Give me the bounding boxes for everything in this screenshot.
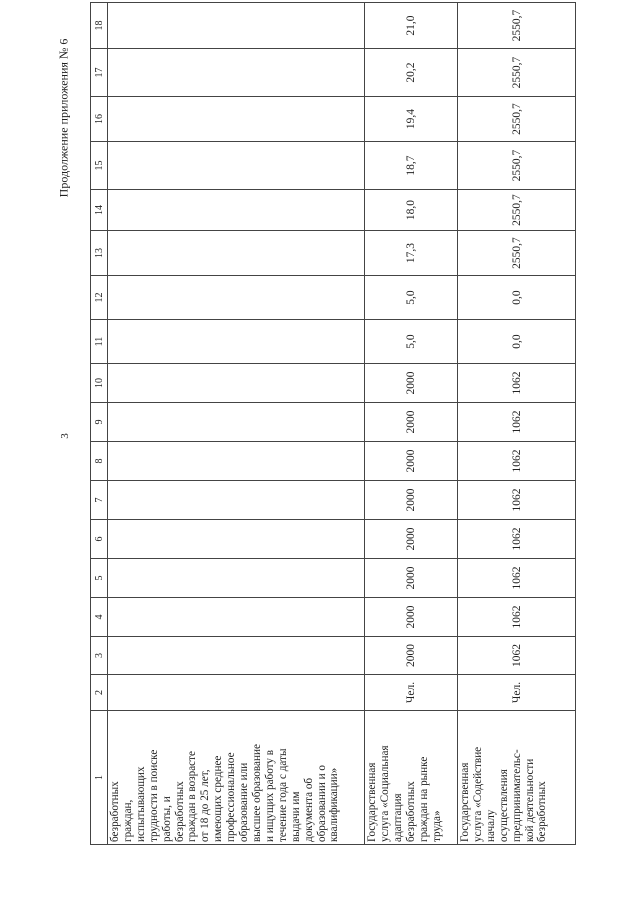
description-line: квалификации» bbox=[328, 767, 341, 842]
table-cell bbox=[108, 97, 365, 142]
table-cell bbox=[108, 403, 365, 442]
description-line: трудности в поиске bbox=[147, 749, 160, 842]
description-line: профессиональное bbox=[225, 752, 238, 842]
description-line: безработных bbox=[536, 781, 549, 842]
data-table-rotated bbox=[90, 9, 574, 845]
row-description bbox=[108, 711, 365, 845]
table-row bbox=[365, 3, 458, 845]
table-cell bbox=[108, 190, 365, 231]
table-cell bbox=[108, 442, 365, 481]
table-cell bbox=[108, 3, 365, 49]
column-header: 18 bbox=[91, 3, 108, 49]
description-line: безработных bbox=[404, 781, 417, 842]
description-line: осуществления bbox=[497, 769, 510, 842]
table-cell: 2000 bbox=[365, 598, 458, 637]
row-description bbox=[458, 711, 576, 845]
table-row bbox=[458, 3, 576, 845]
table-cell: 2000 bbox=[365, 481, 458, 520]
description-line: образование или bbox=[238, 762, 251, 842]
row-description bbox=[365, 711, 458, 845]
table-cell bbox=[108, 364, 365, 403]
table-row bbox=[108, 3, 365, 845]
column-header: 3 bbox=[91, 637, 108, 675]
description-line: услуга «Социальная bbox=[378, 745, 391, 842]
description-line: Государственная bbox=[366, 762, 378, 842]
table-cell bbox=[108, 481, 365, 520]
column-header: 2 bbox=[91, 675, 108, 711]
column-header: 13 bbox=[91, 231, 108, 276]
table-cell: 2550,7 bbox=[458, 97, 576, 142]
column-header: 17 bbox=[91, 49, 108, 97]
description-line: услуга «Содействие bbox=[471, 746, 484, 842]
column-header: 4 bbox=[91, 598, 108, 637]
table-cell bbox=[108, 598, 365, 637]
description-line: предпринимательс- bbox=[510, 749, 523, 842]
table-cell: 1062 bbox=[458, 559, 576, 598]
description-line: кой деятельности bbox=[523, 758, 536, 842]
table-cell: 1062 bbox=[458, 442, 576, 481]
table-cell bbox=[108, 559, 365, 598]
description-line: и ищущих работу в bbox=[263, 749, 276, 842]
column-header: 5 bbox=[91, 559, 108, 598]
table-cell: Чел. bbox=[458, 675, 576, 711]
table-cell bbox=[108, 142, 365, 190]
description-line: от 18 до 25 лет, bbox=[199, 769, 212, 842]
table-cell bbox=[108, 520, 365, 559]
description-line: выдачи им bbox=[289, 791, 302, 842]
table-cell: 2000 bbox=[365, 520, 458, 559]
column-header: 15 bbox=[91, 142, 108, 190]
table-cell bbox=[108, 231, 365, 276]
description-line: безработных bbox=[109, 781, 121, 842]
column-header: 8 bbox=[91, 442, 108, 481]
description-line: испытывающих bbox=[134, 766, 147, 842]
description-line: Государственная bbox=[459, 762, 471, 842]
description-line: образовании и о bbox=[315, 764, 328, 842]
appendix-continuation-note: Продолжение приложения № 6 bbox=[56, 38, 71, 198]
table-cell: 2000 bbox=[365, 403, 458, 442]
table-cell: 0,0 bbox=[458, 320, 576, 364]
column-header: 1 bbox=[91, 711, 108, 845]
table-cell: 1062 bbox=[458, 481, 576, 520]
column-header: 6 bbox=[91, 520, 108, 559]
description-line: адаптация bbox=[391, 793, 404, 842]
table-cell: 2000 bbox=[365, 637, 458, 675]
description-line: началу bbox=[484, 809, 497, 842]
description-line: граждан на рынке bbox=[417, 756, 430, 842]
table-cell: 1062 bbox=[458, 598, 576, 637]
column-header: 11 bbox=[91, 320, 108, 364]
description-line: труда» bbox=[430, 810, 443, 842]
column-header: 12 bbox=[91, 276, 108, 320]
table-cell: 18,0 bbox=[365, 190, 458, 231]
table-cell: 2550,7 bbox=[458, 142, 576, 190]
column-header: 7 bbox=[91, 481, 108, 520]
table-cell bbox=[108, 637, 365, 675]
description-line: имеющих среднее bbox=[212, 755, 225, 842]
table-cell: 0,0 bbox=[458, 276, 576, 320]
table-cell: 5,0 bbox=[365, 320, 458, 364]
table-cell: 20,2 bbox=[365, 49, 458, 97]
table-cell: 1062 bbox=[458, 364, 576, 403]
table-cell: 2550,7 bbox=[458, 49, 576, 97]
column-header: 14 bbox=[91, 190, 108, 231]
column-header: 16 bbox=[91, 97, 108, 142]
table-cell: 5,0 bbox=[365, 276, 458, 320]
table-cell: 1062 bbox=[458, 403, 576, 442]
page-number: 3 bbox=[58, 433, 71, 439]
table-cell bbox=[108, 320, 365, 364]
table-cell: 2000 bbox=[365, 559, 458, 598]
column-header: 9 bbox=[91, 403, 108, 442]
table-cell bbox=[108, 49, 365, 97]
description-line: высшее образование bbox=[250, 744, 263, 842]
table-cell: 2000 bbox=[365, 364, 458, 403]
description-line: течение года с даты bbox=[276, 748, 289, 842]
description-line: граждан в возрасте bbox=[186, 751, 199, 842]
table-cell: Чел. bbox=[365, 675, 458, 711]
table-cell: 1062 bbox=[458, 637, 576, 675]
table-cell: 2550,7 bbox=[458, 3, 576, 49]
table-cell: 19,4 bbox=[365, 97, 458, 142]
description-line: граждан, bbox=[121, 799, 134, 842]
table-cell: 2000 bbox=[365, 442, 458, 481]
table-cell: 21,0 bbox=[365, 3, 458, 49]
table-cell bbox=[108, 675, 365, 711]
table-cell bbox=[108, 276, 365, 320]
table-cell: 2550,7 bbox=[458, 190, 576, 231]
table-cell: 1062 bbox=[458, 520, 576, 559]
description-line: документа об bbox=[302, 777, 315, 842]
description-line: безработных bbox=[173, 781, 186, 842]
table-cell: 17,3 bbox=[365, 231, 458, 276]
table-cell: 2550,7 bbox=[458, 231, 576, 276]
data-table bbox=[90, 2, 576, 845]
column-number-row bbox=[91, 3, 108, 845]
column-header: 10 bbox=[91, 364, 108, 403]
table-cell: 18,7 bbox=[365, 142, 458, 190]
description-line: работы, и bbox=[160, 796, 173, 842]
